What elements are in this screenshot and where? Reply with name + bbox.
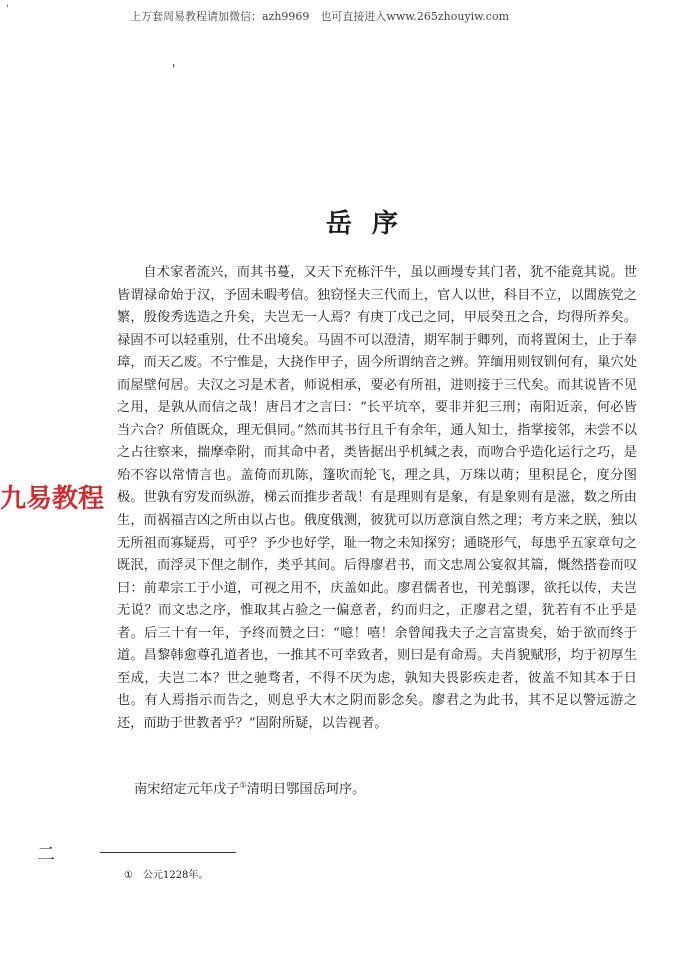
signoff-author: 清明日鄂国岳珂序。 [246,782,366,797]
preface-signoff [134,778,365,797]
footnote-mark: ① [124,870,133,881]
page-number: 二 [37,844,55,865]
corner-mark: ' [6,4,9,15]
footnote-text: 公元1228年。 [142,870,209,881]
footnote-divider [100,852,236,853]
preface-body: 自术家者流兴，而其书蔓，又天下充栋汗牛，虽以画墁专其门者，犹不能竟其说。世皆谓禄命始于汉，予固未暇考信。独窃怪夫三代而上，官人以世，科目不立，以閭族党之繁，殷俊秀选造之升矣，夫岂无一人焉？有庚丁戊己之同，甲辰癸丑之合，均得所养矣。禄固不可以轻重别，仕不出境矣。马固不可以澄清，期军制于卿列，而将置闲士，止于奉璋，而天乙废。不宁惟是，大挠作甲子，固今所谓纳音之辨。笄缅用则钗钏何有，巢穴处而屋壁何居。夫汉之习是术者，师说相承，要必有所祖，进则接于三代矣。而其说皆不见之用，是孰从而信之哉！唐吕才之言曰：“长平坑卒，要非并犯三刑；南阳近亲，何必皆当六合？所值既众，理无俱同。”然而其书行且千有余年，通人知士，指掌接邻，未尝不以之占往察来，揣摩牵附，而其命中者，类皆据出乎机缄之表，而吻合乎造化运行之巧，是殆不容以常情言也。盖倚而玑陈，篷吹而轮飞，理之具，万珠以萌；里积昆仑，度分图极。世孰有穷发而纵游，梯云而推步者哉！有是理则有是象，有是象则有是滋，数之所由生，而祸福吉凶之所由以占也。俄度俄测，彼犹可以历意演自然之理；考方来之朕，独以无所祖而寡疑焉，可乎？予少也好学，耻一物之未知探穷；通晓形气，每患乎五家章句之既泯，而浮灵下俚之制作，类乎其间。后得廖君书，而文忠周公宴叙其篇，慨然搭卷而叹曰：前辈宗工于小道，可视之用不，庆盖如此。廖君儒者也，刊羌翦谬，欲托以传，夫岂无说？而文忠之序，惟取其占验之一偏意者，约而归之，正廖君之望，犹若有不止乎是者。后三十有一年，予终而赞之曰：“噫！嘻！余曾闻我夫子之言富贵矣，始于欲而终于道。昌黎韩愈尊孔道者也，一推其不可幸致者，则曰是有命焉。夫肖貌赋形，均于初厚生至成，夫岂二本？世之驰骛者，不得不厌为虑，孰知夫畏影疾走者，彼盖不知其本于日也。有人焉指示而告之，则息乎大木之阴而影念矣。廖君之为此书，其不足以警远游之还，而助于世教者乎？”固附所疑，以告视者。 [117,265,637,731]
stray-mark: ' [172,62,176,76]
watermark-logo: 九易教程 [0,478,108,515]
footnote-ref: ① [239,780,247,790]
page-header-advert: 上万套周易教程请加微信：azh9969 也可直接进入www.265zhouyiw.com [130,10,510,23]
footnote [124,866,208,881]
page-title: 岳序 [326,209,419,239]
signoff-date: 南宋绍定元年戊子 [134,782,240,797]
